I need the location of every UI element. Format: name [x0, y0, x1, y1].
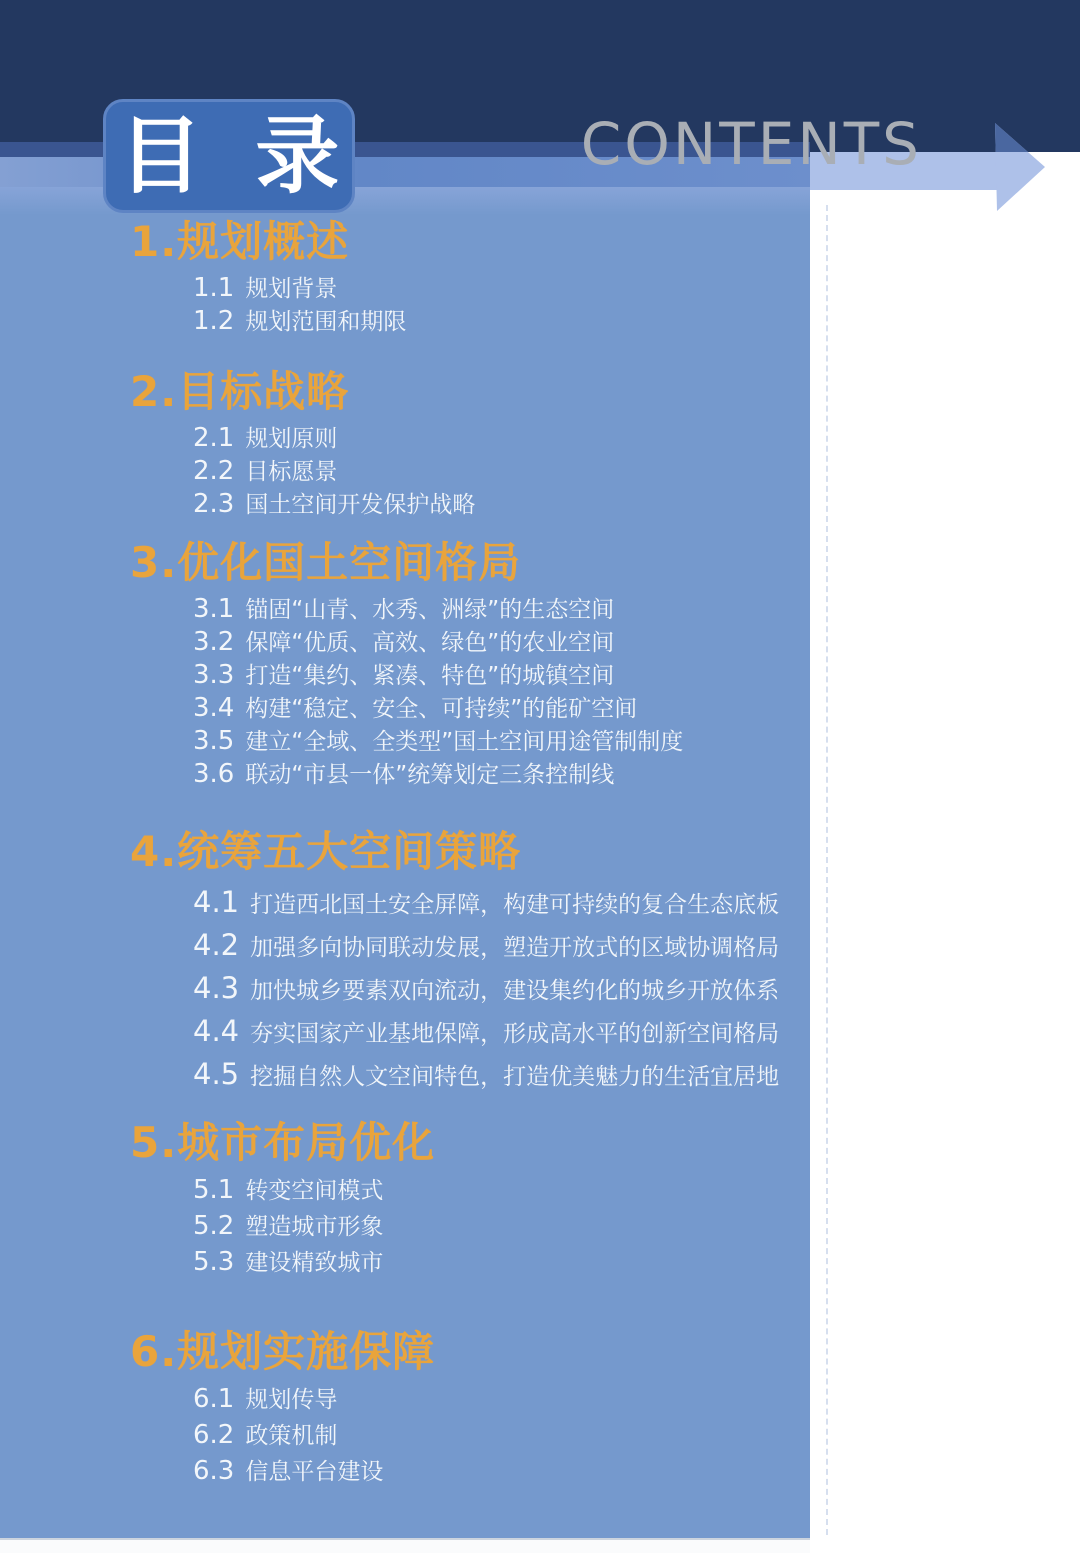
page-title: 目 录	[118, 107, 352, 205]
item-number: 2.2	[193, 456, 235, 486]
toc-item	[130, 626, 810, 659]
item-text: 建立“全域、全类型”国土空间用途管制制度	[245, 729, 684, 755]
toc-section	[0, 828, 810, 1097]
item-text: 塑造城市形象	[245, 1214, 384, 1240]
item-text: 保障“优质、高效、绿色”的农业空间	[245, 630, 615, 656]
toc-title-box	[103, 99, 355, 213]
arrow-right-icon	[995, 123, 1045, 152]
toc-item	[130, 272, 810, 305]
toc-item	[130, 1173, 810, 1209]
item-number: 3.2	[193, 627, 235, 657]
toc-item	[130, 1382, 810, 1418]
section-items	[130, 593, 810, 791]
item-text: 信息平台建设	[245, 1459, 384, 1485]
toc-item	[130, 1418, 810, 1454]
item-number: 1.2	[193, 306, 235, 336]
toc-item	[130, 968, 810, 1011]
toc-section	[0, 218, 810, 338]
section-heading: 6.规划实施保障	[130, 1327, 436, 1376]
item-text: 规划传导	[245, 1387, 338, 1413]
item-text: 挖掘自然人文空间特色，打造优美魅力的生活宜居地	[250, 1064, 780, 1090]
section-items	[130, 1173, 810, 1281]
toc-section	[0, 1119, 810, 1281]
item-number: 6.1	[193, 1384, 235, 1414]
section-heading: 4.统筹五大空间策略	[130, 827, 522, 876]
arrow-right-icon	[995, 123, 1045, 152]
item-text: 规划背景	[245, 276, 338, 302]
item-number: 3.4	[193, 693, 235, 723]
item-text: 转变空间模式	[245, 1178, 384, 1204]
toc-section	[0, 368, 810, 521]
toc-item	[130, 659, 810, 692]
section-items	[130, 882, 810, 1097]
item-number: 5.3	[193, 1247, 235, 1277]
toc-item	[130, 758, 810, 791]
item-number: 4.4	[193, 1014, 240, 1048]
item-number: 4.1	[193, 885, 240, 919]
item-text: 规划范围和期限	[245, 309, 407, 335]
item-number: 2.1	[193, 423, 235, 453]
toc-item	[130, 882, 810, 925]
toc-section	[0, 1328, 810, 1490]
item-text: 国土空间开发保护战略	[245, 492, 476, 518]
item-number: 4.3	[193, 971, 240, 1005]
toc-item	[130, 1209, 810, 1245]
toc-section	[0, 539, 810, 791]
fold-line	[826, 205, 828, 1535]
section-heading: 2.目标战略	[130, 367, 350, 416]
item-number: 3.1	[193, 594, 235, 624]
toc-item	[130, 1454, 810, 1490]
toc-item	[130, 725, 810, 758]
item-number: 3.6	[193, 759, 235, 789]
item-number: 4.2	[193, 928, 240, 962]
section-items	[130, 1382, 810, 1490]
item-text: 规划原则	[245, 426, 338, 452]
toc-item	[130, 1245, 810, 1281]
item-text: 加快城乡要素双向流动，建设集约化的城乡开放体系	[250, 978, 780, 1004]
page-bottom-margin	[0, 1538, 810, 1553]
item-number: 6.3	[193, 1456, 235, 1486]
toc-item	[130, 925, 810, 968]
item-text: 构建“稳定、安全、可持续”的能矿空间	[245, 696, 638, 722]
section-items	[130, 422, 810, 521]
item-number: 5.2	[193, 1211, 235, 1241]
section-items	[130, 272, 810, 338]
item-number: 2.3	[193, 489, 235, 519]
item-number: 3.5	[193, 726, 235, 756]
item-text: 联动“市县一体”统筹划定三条控制线	[245, 762, 615, 788]
item-number: 5.1	[193, 1175, 235, 1205]
section-heading: 3.优化国土空间格局	[130, 538, 522, 587]
toc-item	[130, 1011, 810, 1054]
toc-item	[130, 593, 810, 626]
item-text: 打造“集约、紧凑、特色”的城镇空间	[245, 663, 615, 689]
item-text: 锚固“山青、水秀、洲绿”的生态空间	[245, 597, 615, 623]
item-text: 打造西北国土安全屏障，构建可持续的复合生态底板	[250, 892, 780, 918]
item-number: 3.3	[193, 660, 235, 690]
contents-label: CONTENTS	[580, 110, 922, 178]
section-heading: 5.城市布局优化	[130, 1118, 436, 1167]
toc-item	[130, 692, 810, 725]
toc	[0, 218, 810, 1490]
item-number: 6.2	[193, 1420, 235, 1450]
toc-item	[130, 1054, 810, 1097]
toc-item	[130, 305, 810, 338]
item-number: 4.5	[193, 1057, 240, 1091]
item-number: 1.1	[193, 273, 235, 303]
section-heading: 1.规划概述	[130, 217, 350, 266]
item-text: 建设精致城市	[245, 1250, 384, 1276]
item-text: 目标愿景	[245, 459, 338, 485]
toc-item	[130, 455, 810, 488]
toc-item	[130, 488, 810, 521]
page-right-margin	[810, 0, 1080, 1553]
item-text: 加强多向协同联动发展，塑造开放式的区域协调格局	[250, 935, 780, 961]
item-text: 政策机制	[245, 1423, 338, 1449]
item-text: 夯实国家产业基地保障，形成高水平的创新空间格局	[250, 1021, 780, 1047]
toc-item	[130, 422, 810, 455]
